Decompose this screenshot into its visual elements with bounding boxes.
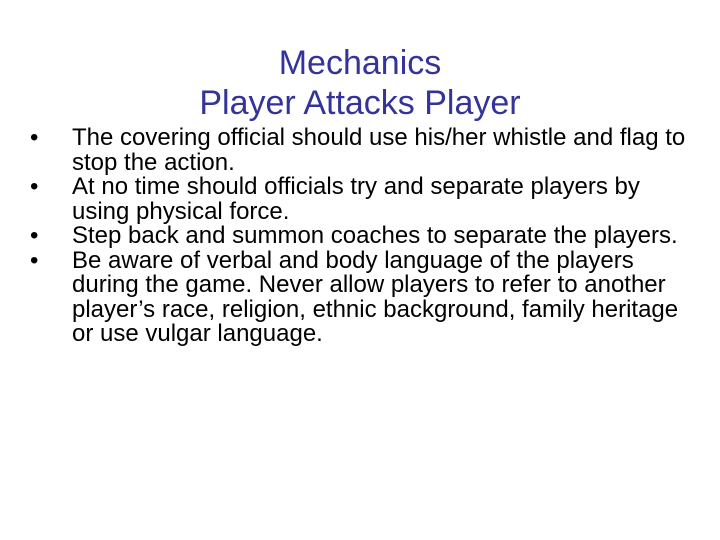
bullet-marker: • [30, 173, 39, 200]
bullet-text: Be aware of verbal and body language of the players during the game. Never allow players to refer to another player’s race, religion, ethnic background, family heritage or use vulgar language. [72, 246, 679, 347]
bullet-text: Step back and summon coaches to separate the players. [72, 222, 678, 249]
bullet-marker: • [30, 246, 39, 274]
bullet-item [30, 126, 690, 175]
bullet-item [30, 175, 690, 224]
bullet-text: At no time should officials try and separate players by using physical force. [72, 173, 640, 225]
bullet-marker: • [30, 124, 39, 151]
slide-title [0, 43, 720, 123]
bullet-text: The covering official should use his/her whistle and flag to stop the action. [72, 124, 686, 176]
title-line-2: Player Attacks Player [199, 83, 521, 122]
bullet-list [30, 126, 690, 347]
bullet-item [30, 246, 690, 347]
bullet-item [30, 224, 690, 249]
bullet-marker: • [30, 222, 39, 249]
title-line-1: Mechanics [278, 43, 442, 82]
